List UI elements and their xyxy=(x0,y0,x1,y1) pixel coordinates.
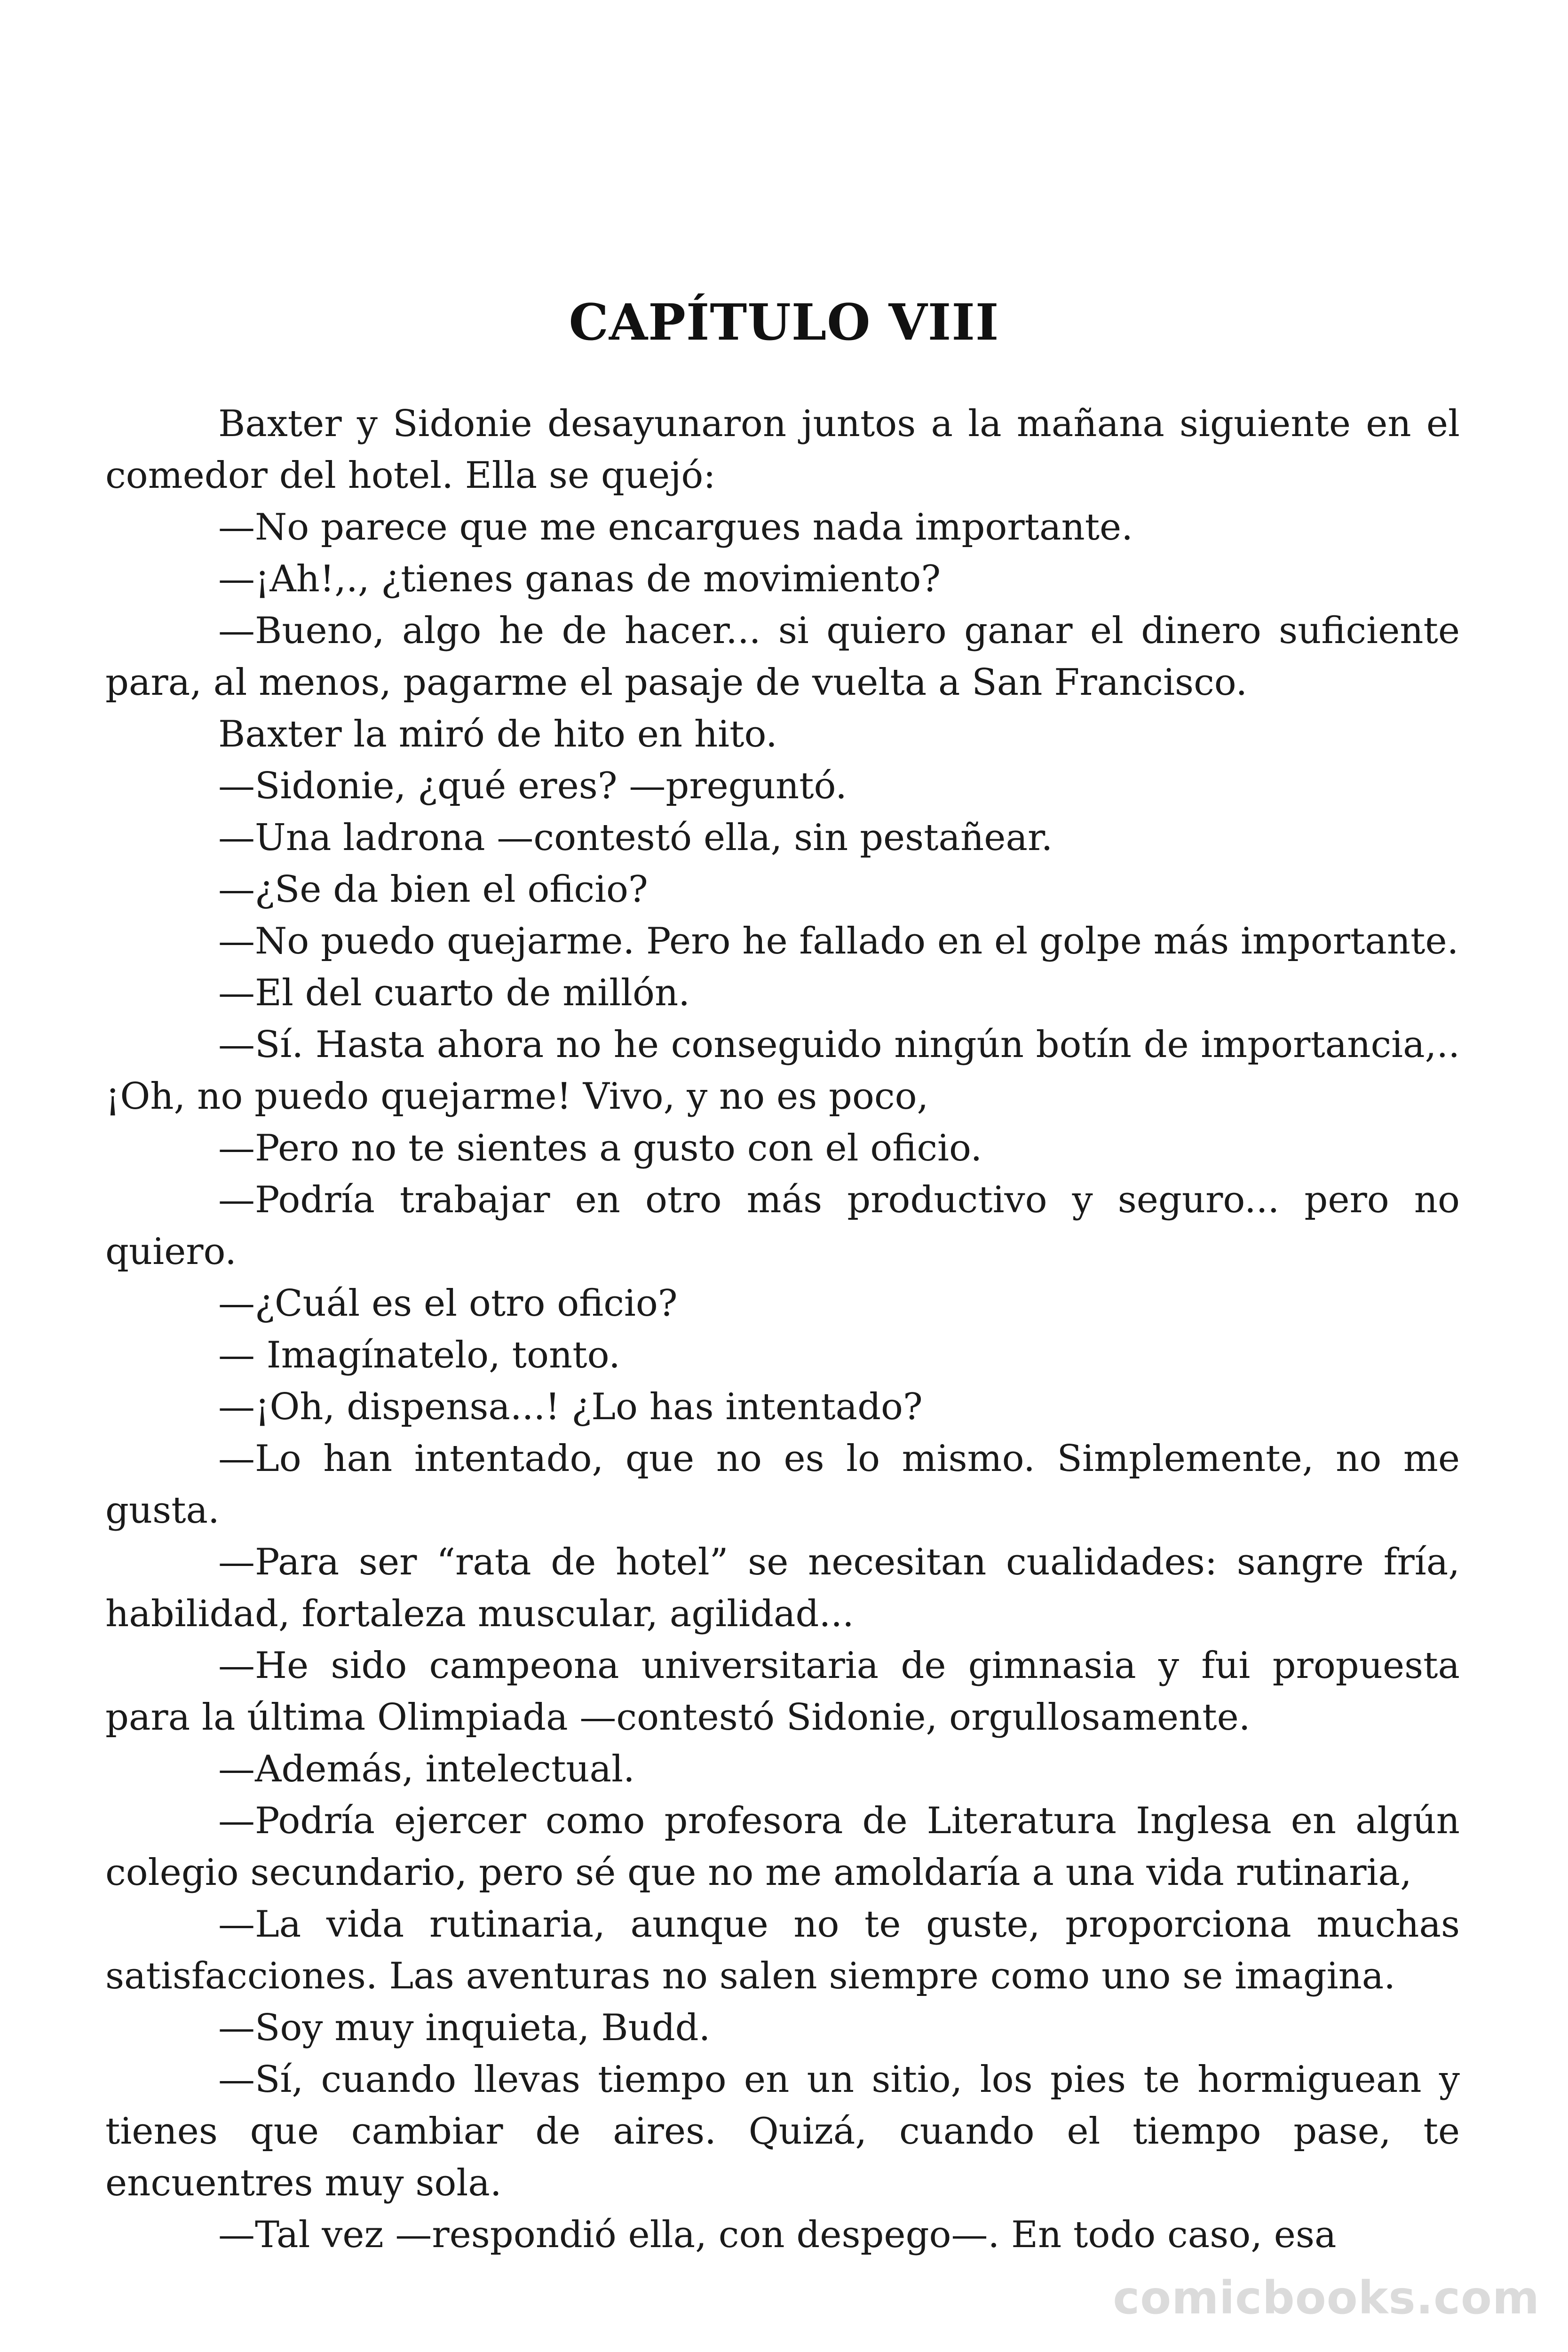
chapter-text xyxy=(105,398,1460,2261)
paragraph: —Para ser “rata de hotel” se necesitan cualidades: sangre fría, habilidad, fortaleza muscular, agilidad... xyxy=(105,1541,1460,1635)
paragraph: —Sí. Hasta ahora no he conseguido ningún botín de importancia,.. ¡Oh, no puedo quejarme! Vivo, y no es poco, xyxy=(105,1024,1460,1118)
paragraph: —No puedo quejarme. Pero he fallado en el golpe más importante. xyxy=(218,920,1459,962)
paragraph: —¿Se da bien el oficio? xyxy=(218,868,648,911)
paragraph: —Sí, cuando llevas tiempo en un sitio, los pies te hormiguean y tienes que cambiar de aires. Quizá, cuando el tiempo pase, te encuentres muy sola. xyxy=(105,2058,1460,2204)
paragraph: Baxter la miró de hito en hito. xyxy=(218,713,777,755)
paragraph: —Bueno, algo he de hacer... si quiero ganar el dinero suficiente para, al menos, pagarme el pasaje de vuelta a San Francisco. xyxy=(105,610,1460,704)
paragraph: —Podría ejercer como profesora de Literatura Inglesa en algún colegio secundario, pero sé que no me amoldaría a una vida rutinaria, xyxy=(105,1800,1460,1894)
paragraph: —Una ladrona —contestó ella, sin pestañear. xyxy=(218,817,1053,859)
paragraph: Baxter y Sidonie desayunaron juntos a la mañana siguiente en el comedor del hotel. Ella se quejó: xyxy=(105,403,1460,497)
paragraph: —El del cuarto de millón. xyxy=(218,972,690,1014)
paragraph: —¡Oh, dispensa...! ¿Lo has intentado? xyxy=(218,1386,923,1428)
paragraph: —Soy muy inquieta, Budd. xyxy=(218,2007,711,2049)
paragraph: —La vida rutinaria, aunque no te guste, proporciona muchas satisfacciones. Las aventuras no salen siempre como uno se imagina. xyxy=(105,1903,1460,1997)
paragraph: —¿Cuál es el otro oficio? xyxy=(218,1282,678,1325)
paragraph: —¡Ah!,., ¿tienes ganas de movimiento? xyxy=(218,558,941,600)
paragraph: —No parece que me encargues nada importante. xyxy=(218,506,1133,548)
chapter-title: CAPÍTULO VIII xyxy=(569,293,999,351)
paragraph: —Podría trabajar en otro más productivo y seguro... pero no quiero. xyxy=(105,1179,1460,1273)
paragraph: —Sidonie, ¿qué eres? —preguntó. xyxy=(218,765,847,807)
paragraph: —He sido campeona universitaria de gimnasia y fui propuesta para la última Olimpiada —contestó Sidonie, orgullosamente. xyxy=(105,1645,1460,1739)
paragraph: —Lo han intentado, que no es lo mismo. Simplemente, no me gusta. xyxy=(105,1438,1460,1532)
paragraph: —Pero no te sientes a gusto con el oficio. xyxy=(218,1127,982,1169)
paragraph: —Tal vez —respondió ella, con despego—. En todo caso, esa xyxy=(218,2214,1337,2256)
paragraph: —Además, intelectual. xyxy=(218,1748,635,1790)
paragraph: — Imagínatelo, tonto. xyxy=(218,1334,620,1376)
watermark: comicbooks.com xyxy=(1113,2272,1540,2324)
